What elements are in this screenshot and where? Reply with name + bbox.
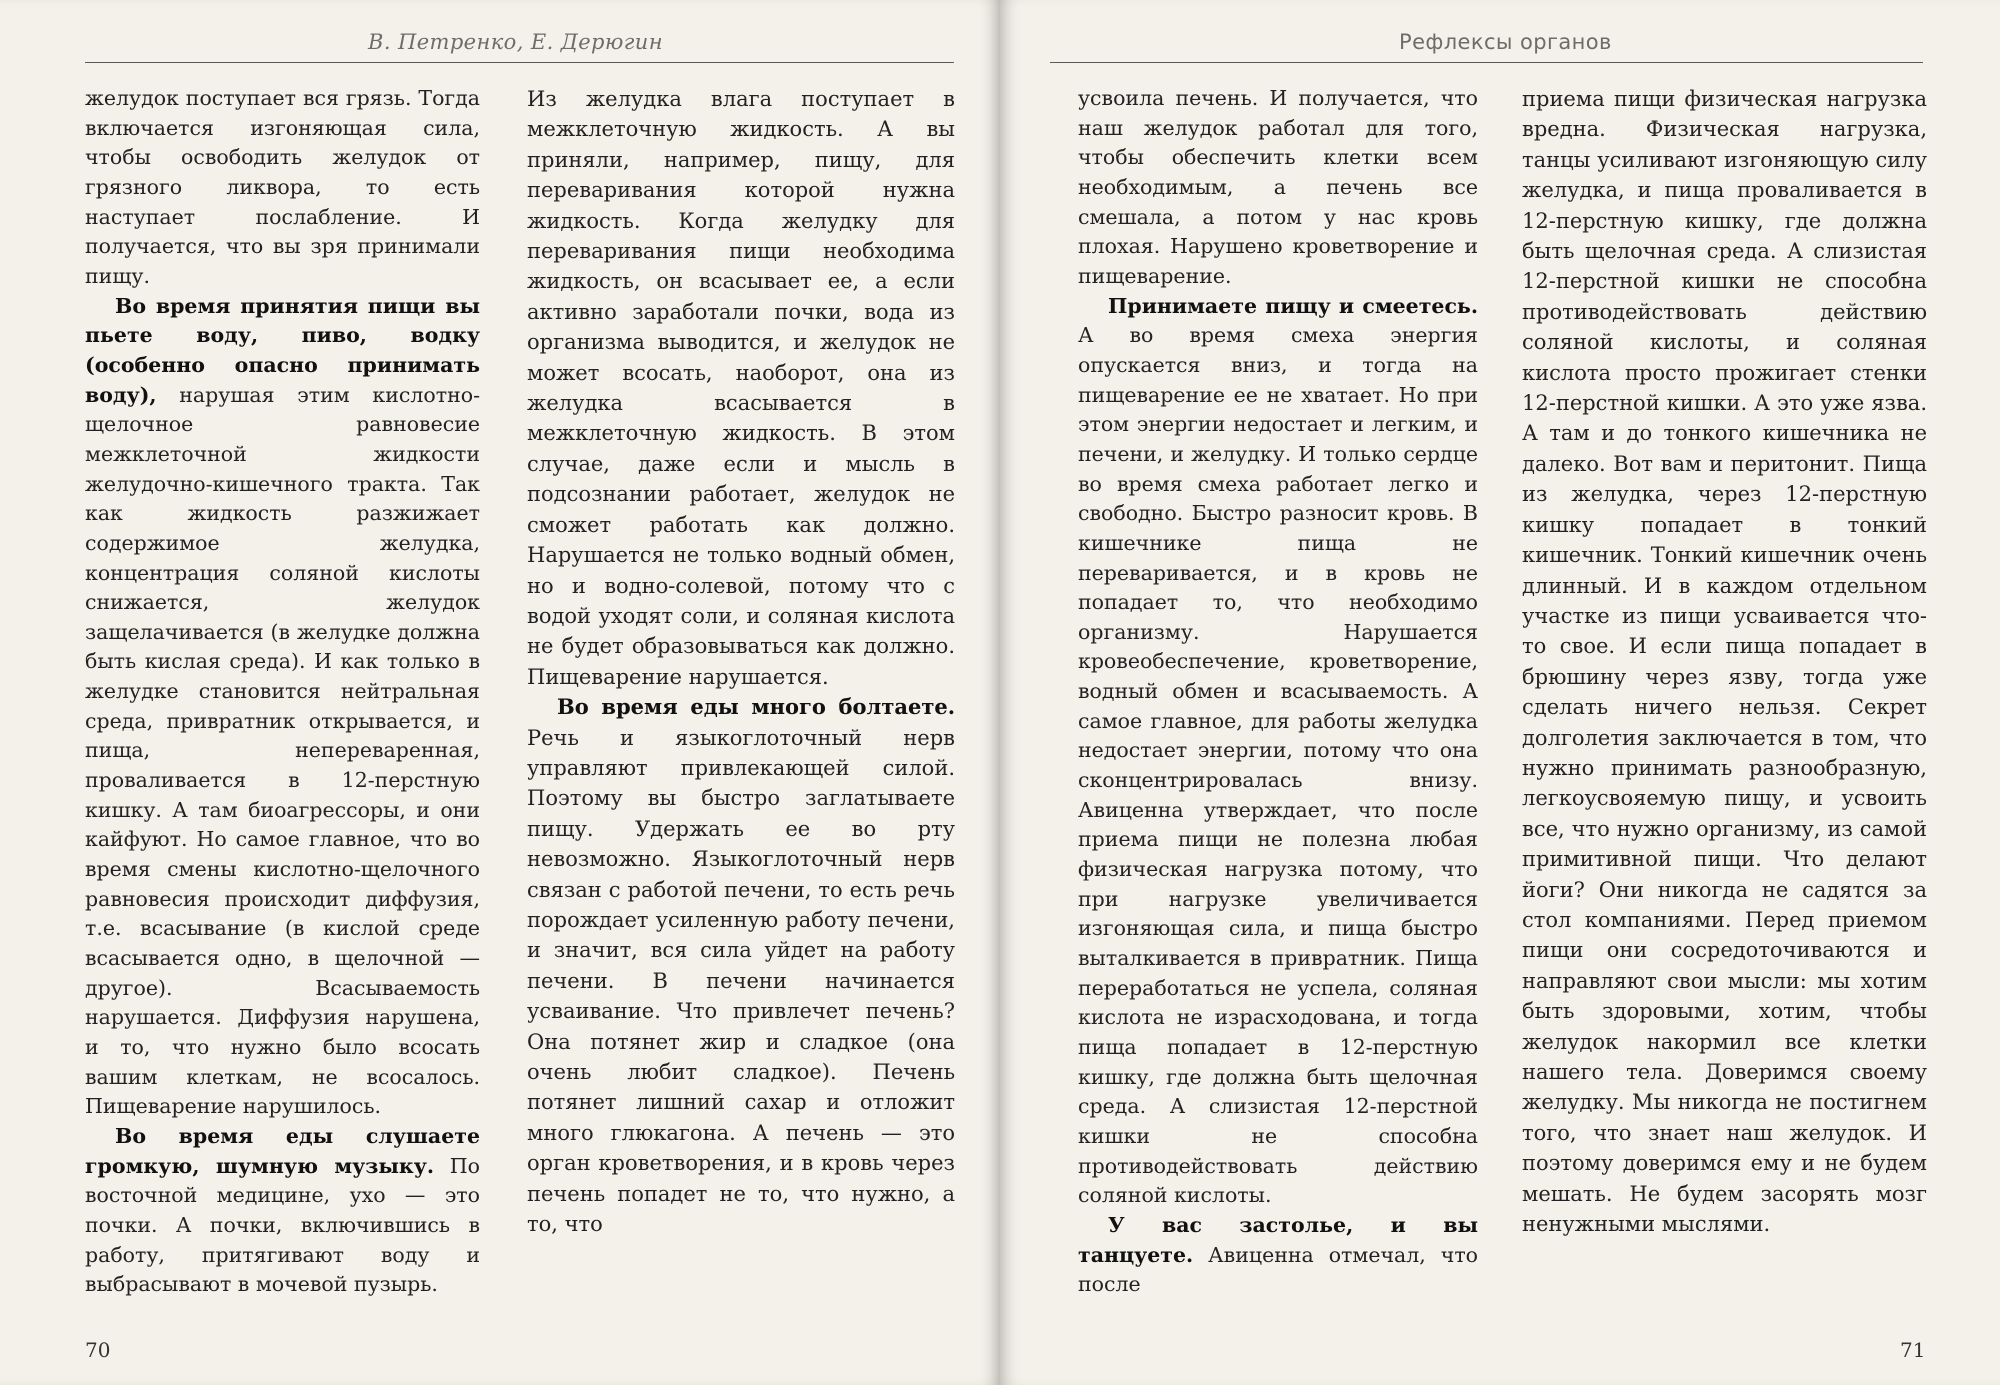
paragraph-lead: Во время еды слушаете громкую, шумную музыку. <box>85 1123 480 1178</box>
paragraph-text: По восточной медицине, ухо — это почки. А почки, включившись в работу, притягивают воду и выбрасывают в мочевой пузырь. <box>85 1153 480 1297</box>
page-number: 70 <box>85 1338 111 1362</box>
paragraph <box>1078 1211 1478 1300</box>
paragraph-text: желудок поступает вся грязь. Тогда включается изгоняющая сила, чтобы освободить желудок от грязного ликвора, то есть наступает послабление. И получается, что вы зря принимали пищу. <box>85 86 480 288</box>
paragraph <box>527 692 955 1239</box>
paragraph-text: Из желудка влага поступает в межклеточную жидкость. А вы приняли, например, пищу, для переваривания которой нужна жидкость. Когда желудку для переваривания пищи необходима жидкость, он всасывает ее, а если активно заработали почки, вода из организма выводится, и желудок не может всосать, наоборот, она из желудка всасывается в межклеточную жидкость. В этом случае, даже если и мысль в подсознании работает, желудок не сможет работать как должно. Нарушается не только водный обмен, но и водно-солевой, потому что с водой уходят соли, и соляная кислота не будет образовываться как должно. Пищеварение нарушается. <box>527 87 955 689</box>
running-head-authors: В. Петренко, Е. Дерюгин <box>368 30 663 54</box>
right-column-1 <box>1078 84 1478 1300</box>
left-column-1 <box>85 84 480 1300</box>
header-rule <box>1050 62 1923 63</box>
paragraph-text: Речь и языкоглоточный нерв управляют привлекающей силой. Поэтому вы быстро заглатываете пищу. Удержать ее во рту невозможно. Языкоглоточный нерв связан с работой печени, то есть речь порождает усиленную работу печени, и значит, вся сила уйдет на работу печени. В печени начинается усваивание. Что привлечет печень? Она потянет жир и сладкое (она очень любит сладкое). Печень потянет лишний сахар и отложит много глюкагона. А печень — это орган кроветворения, и в кровь через печень попадет не то, что нужно, а то, что <box>527 725 955 1237</box>
paragraph-text: приема пищи физическая нагрузка вредна. Физическая нагрузка, танцы усиливают изгоняющую силу желудка, и пища проваливается в 12-перстную кишку, где должна быть щелочная среда. А слизистая 12-перстной кишки не способна противодействовать действию соляной кислоты, и соляная кислота просто прожигает стенки 12-перстной кишки. А это уже язва. А там и до тонкого кишечника не далеко. Вот вам и перитонит. Пища из желудка, через 12-перстную кишку попадает в тонкий кишечник. Тонкий кишечник очень длинный. И в каждом отдельном участке из пищи усваивается что-то свое. И если пища попадает в брюшину через язву, тогда уже сделать ничего нельзя. Секрет долголетия заключается в том, что нужно принимать разнообразную, легкоусвояемую пищу, и усвоить все, что нужно организму, из самой примитивной пищи. Что делают йоги? Они никогда не садятся за стол компаниями. Перед приемом пищи они сосредоточиваются и направляют свои мысли: мы хотим быть здоровыми, хотим, чтобы желудок накормил все клетки нашего тела. Доверимся своему желудку. Мы никогда не постигнем того, что знает наш желудок. И поэтому доверимся ему и не будем мешать. Не будем засорять мозг ненужными мыслями. <box>1522 87 1927 1237</box>
paragraph <box>1522 84 1927 1239</box>
right-column-2 <box>1522 84 1927 1239</box>
running-head-chapter: Рефлексы органов <box>1399 30 1612 54</box>
paragraph <box>527 84 955 692</box>
paragraph <box>1078 292 1478 1211</box>
paragraph <box>85 292 480 1122</box>
paragraph-lead: У вас застолье, и вы танцуете. <box>1078 1212 1478 1267</box>
paragraph-text: нарушая этим кислотно-щелочное равновесие межклеточной жидкости желудочно-кишечного тракта. Так как жидкость разжижает содержимое желудка, концентрация соляной кислоты снижается, желудок защелачивается (в желудке должна быть кислая среда). И как только в желудке становится нейтральная среда, привратник открывается, и пища, непереваренная, проваливается в 12-перстную кишку. А там биоагрессоры, и они кайфуют. Но самое главное, что во время смены кислотно-щелочного равновесия происходит диффузия, т.е. всасывание (в кислой среде всасывается одно, в щелочной — другое). Всасываемость нарушается. Диффузия нарушена, и то, что нужно было всосать вашим клеткам, не всосалось. Пищеварение нарушилось. <box>85 382 480 1119</box>
paragraph <box>85 84 480 292</box>
paragraph-text: А во время смеха энергия опускается вниз, и тогда на пищеварение ее не хватает. Но при этом энергии недостает и легким, и печени, и желудку. И только сердце во время смеха работает легко и свободно. Быстро разносит кровь. В кишечнике пища не переваривается, и в кровь не попадает то, что необходимо организму. Нарушается кровеобеспечение, кроветворение, водный обмен и всасываемость. А самое главное, для работы желудка недостает энергии, потому что она сконцентрировалась внизу. Авиценна утверждает, что после приема пищи не полезна любая физическая нагрузка потому, что при нагрузке увеличивается изгоняющая сила, и пища быстро выталкивается в привратник. Пища переработаться не успела, соляная кислота не израсходована, и тогда пища попадает в 12-перстную кишку, где должна быть щелочная среда. А слизистая 12-перстной кишки не способна противодействовать действию соляной кислоты. <box>1078 323 1478 1208</box>
paragraph-text: усвоила печень. И получается, что наш желудок работал для того, чтобы обеспечить клетки всем необходимым, а печень все смешала, а потом у нас кровь плохая. Нарушено кроветворение и пищеварение. <box>1078 86 1478 288</box>
paragraph-lead: Во время принятия пищи вы пьете воду, пиво, водку (особенно опасно принимать воду), <box>85 293 480 407</box>
paragraph <box>1078 84 1478 292</box>
paragraph-lead: Во время еды много болтаете. <box>557 694 955 720</box>
paragraph <box>85 1122 480 1300</box>
right-page <box>1000 0 2000 1385</box>
paragraph-text: Авиценна отмечал, что после <box>1078 1242 1478 1297</box>
left-column-2 <box>527 84 955 1239</box>
paragraph-lead: Принимаете пищу и смеетесь. <box>1108 293 1478 318</box>
page-number: 71 <box>1900 1338 1926 1362</box>
header-rule <box>85 62 954 63</box>
